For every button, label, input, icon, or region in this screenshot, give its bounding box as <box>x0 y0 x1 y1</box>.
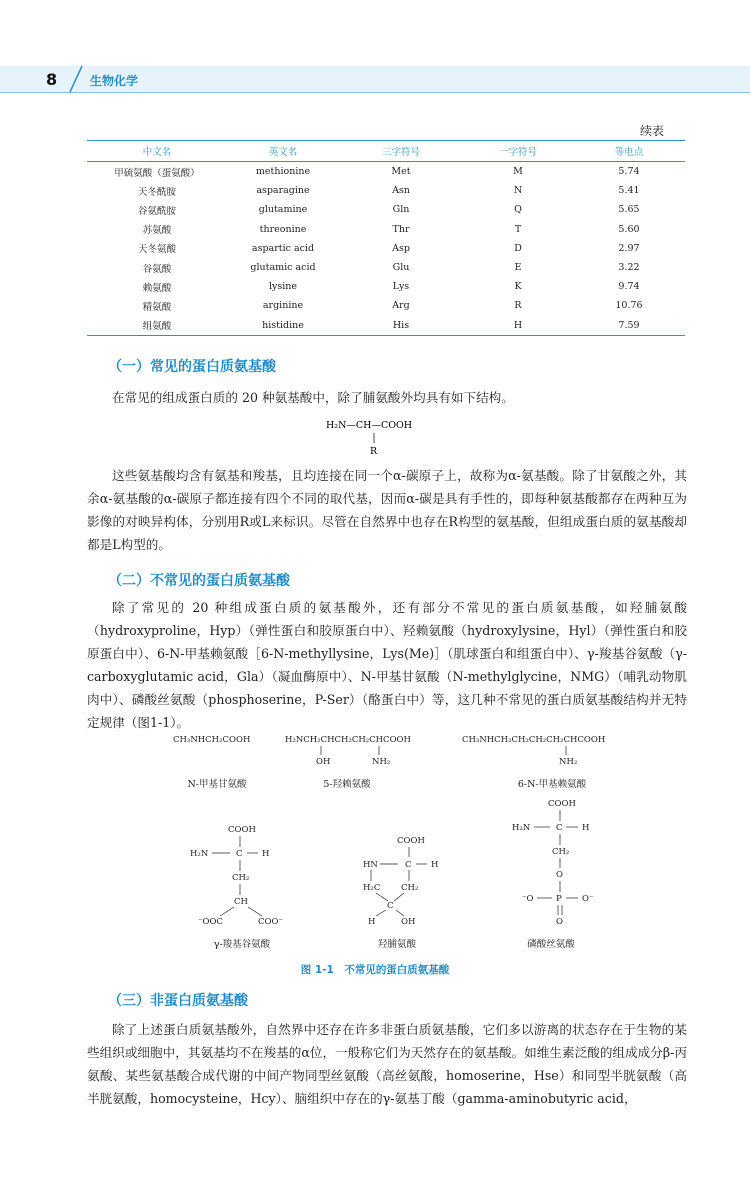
cell: lysine <box>268 281 298 293</box>
label: CH <box>234 897 248 907</box>
label: H <box>431 860 439 870</box>
cell: M <box>513 166 523 178</box>
cell: Lys <box>392 281 410 293</box>
cell: methionine <box>255 166 311 178</box>
mol2-oh: OH <box>316 757 331 767</box>
formula-r: R <box>370 446 378 457</box>
cell: aspartic acid <box>251 242 315 254</box>
mol5-structure <box>363 836 438 927</box>
mol4-structure <box>190 825 283 927</box>
label: CH₂ <box>401 883 419 893</box>
label: CH₂ <box>232 873 250 883</box>
label: H₂N <box>190 849 209 859</box>
cell: threonine <box>259 223 307 235</box>
label: COOH <box>397 836 425 846</box>
mol6-name: 磷酸丝氨酸 <box>527 939 575 950</box>
cell: asparagine <box>256 185 310 197</box>
mol3-nh2: NH₂ <box>559 757 578 767</box>
cell: 5.65 <box>618 204 640 216</box>
section2-body: 除了常见的 20 种组成蛋白质的氨基酸外，还有部分不常见的蛋白质氨基酸，如羟脯氨酸（hydroxyproline，Hyp）（弹性蛋白和胶原蛋白中）、羟赖氨酸（hydroxylysine，Hyl）（弹性蛋白和胶原蛋白中）、6-N-甲基赖氨酸［6-N-methyllysine，Lys(Me)］（肌球蛋白和组蛋白中）、γ-羧基谷氨酸（γ-carboxyglutamic acid，Gla）（凝血酶原中）、N-甲基甘氨酸（N-methylglycine，NMG）（哺乳动物肌肉中）、磷酸丝氨酸（phosphoserine，P-Ser）（酪蛋白中）等，这几种不常见的蛋白质氨基酸结构并无特定规律（图1-1）。 <box>87 600 687 730</box>
mol2-nh2: NH₂ <box>372 757 391 767</box>
cell: Gln <box>392 204 410 216</box>
cell: 10.76 <box>615 300 643 312</box>
label: OH <box>401 917 416 927</box>
col-header-three-letter: 三字符号 <box>339 141 463 162</box>
cell: 7.59 <box>573 316 685 336</box>
mol2-name: 5-羟赖氨酸 <box>323 779 371 790</box>
section-heading-nonprotein: （三）非蛋白质氨基酸 <box>108 993 248 1009</box>
label: COO⁻ <box>258 917 283 927</box>
label: H₂N <box>512 823 531 833</box>
cell: 5.60 <box>618 223 640 235</box>
cell: arginine <box>262 300 304 312</box>
figure-caption: 图 1-1 不常见的蛋白质氨基酸 <box>300 964 450 976</box>
section-heading-common: （一）常见的蛋白质氨基酸 <box>108 359 276 375</box>
mol6-structure <box>512 799 593 927</box>
cell: 苏氨酸 <box>142 225 172 237</box>
section1-body: 这些氨基酸均含有氨基和羧基，且均连接在同一个α-碳原子上，故称为α-氨基酸。除了甘氨酸之外，其余α-氨基酸的α-碳原子都连接有四个不同的取代基，因而α-碳是具有手性的，即每种氨基酸都存在两种互为影像的对映异构体，分别用R或L来标识。尽管在自然界中也存在R构型的氨基酸，但组成蛋白质的氨基酸却都是L构型的。 <box>87 468 687 552</box>
label: HN <box>363 860 378 870</box>
cell: 组氨酸 <box>87 316 227 336</box>
cell: histidine <box>227 316 339 336</box>
cell: 2.97 <box>618 242 640 254</box>
label: CH₂ <box>552 847 570 857</box>
cell: His <box>339 316 463 336</box>
cell: 天冬酰胺 <box>137 186 176 198</box>
label: H₂C <box>363 883 381 893</box>
cell: E <box>514 262 522 274</box>
label: ⁻OOC <box>198 917 223 927</box>
cell: R <box>514 300 522 312</box>
page-number: 8 <box>46 70 58 89</box>
label: COOH <box>548 799 576 809</box>
formula-main: H₂N—CH—COOH <box>326 420 413 431</box>
cell: 5.74 <box>618 166 640 178</box>
mol3-name: 6-N-甲基赖氨酸 <box>517 779 587 790</box>
cell: 3.22 <box>618 262 640 274</box>
section-heading-uncommon: （二）不常见的蛋白质氨基酸 <box>108 573 290 589</box>
cell: Arg <box>392 300 410 312</box>
label: C <box>236 849 243 859</box>
cell: 精氨酸 <box>142 301 172 313</box>
cell: Asp <box>392 242 410 254</box>
label: H <box>262 849 270 859</box>
col-header-one-letter: 一字符号 <box>463 141 573 162</box>
label: H <box>368 917 376 927</box>
label: C <box>387 901 394 911</box>
col-header-chinese: 中文名 <box>87 141 227 162</box>
cell: 甲硫氨酸（蛋氨酸） <box>114 167 200 179</box>
label: O <box>556 917 563 927</box>
mol3-formula: CH₃NHCH₂CH₂CH₂CH₂CHCOOH <box>462 735 606 745</box>
mol3-structure <box>462 735 605 767</box>
cell: 谷氨酰胺 <box>137 205 176 217</box>
cell: glutamic acid <box>250 262 316 274</box>
label: ⁻O <box>522 894 534 904</box>
label: O <box>556 870 563 880</box>
cell: 天冬氨酸 <box>137 244 176 256</box>
cell: Thr <box>392 223 410 235</box>
cell: Met <box>391 166 411 178</box>
book-title: 生物化学 <box>90 74 139 88</box>
cell: 谷氨酸 <box>142 263 172 275</box>
cell: 9.74 <box>618 281 640 293</box>
label: C <box>556 823 563 833</box>
mol1-formula: CH₃NHCH₂COOH <box>173 735 251 745</box>
col-header-pi: 等电点 <box>573 141 685 162</box>
mol2-structure <box>285 735 411 767</box>
label: O⁻ <box>582 894 594 904</box>
cell: T <box>514 223 522 235</box>
cell: N <box>513 185 523 197</box>
table-continued-label: 续表 <box>640 124 665 138</box>
cell: Asn <box>392 185 410 197</box>
cell: 5.41 <box>618 185 640 197</box>
section3-body: 除了上述蛋白质氨基酸外，自然界中还存在许多非蛋白质氨基酸，它们多以游离的状态存在于生物的某些组织或细胞中，其氨基均不在羧基的α位，一般称它们为天然存在的氨基酸。如维生素泛酸的组成成分β-丙氨酸、某些氨基酸合成代谢的中间产物同型丝氨酸（高丝氨酸，homoserine，Hse）和同型半胱氨酸（高半胱氨酸，homocysteine，Hcy）、脑组织中存在的γ-氨基丁酸（gamma-aminobutyric acid， <box>87 1022 687 1106</box>
cell: D <box>514 242 522 254</box>
mol4-name: γ-羧基谷氨酸 <box>213 939 271 950</box>
cell: H <box>463 316 573 336</box>
mol1-name: N-甲基甘氨酸 <box>187 779 247 790</box>
cell: Glu <box>392 262 410 274</box>
cell: 赖氨酸 <box>142 282 172 294</box>
mol2-formula: H₂NCH₂CHCH₂CH₂CHCOOH <box>285 735 411 745</box>
cell: glutamine <box>258 204 308 216</box>
section1-intro: 在常见的组成蛋白质的 20 种氨基酸中，除了脯氨酸外均具有如下结构。 <box>112 390 514 405</box>
label: H <box>582 823 590 833</box>
label: COOH <box>228 825 256 835</box>
cell: Q <box>514 204 522 216</box>
col-header-english: 英文名 <box>227 141 339 162</box>
label: P <box>556 894 562 904</box>
cell: K <box>514 281 522 293</box>
label: C <box>405 860 412 870</box>
mol5-name: 羟脯氨酸 <box>377 939 416 950</box>
